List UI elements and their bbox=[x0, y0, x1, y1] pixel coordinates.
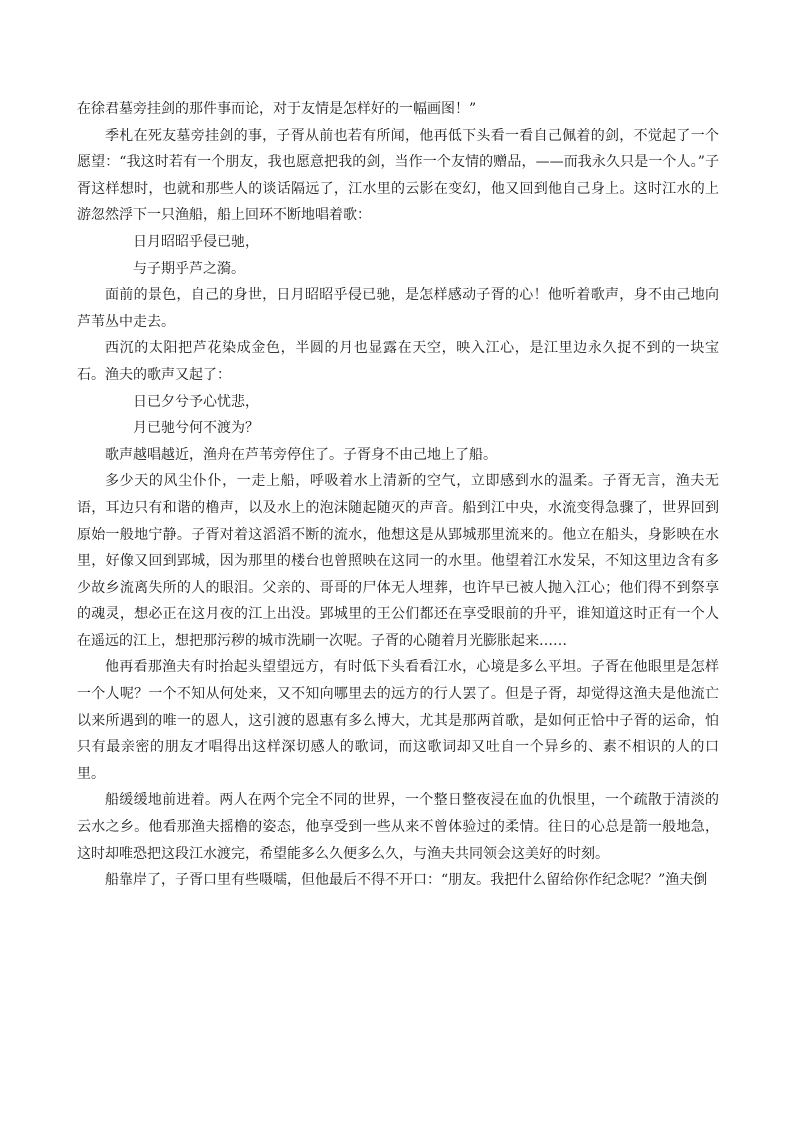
paragraph: 季札在死友墓旁挂剑的事，子胥从前也若有所闻，他再低下头看一看自己佩着的剑，不觉起了一个愿望：“我这时若有一个朋友，我也愿意把我的剑，当作一个友情的赠品，——而我永久只是一个人。”子胥这样想时，也就和那些人的谈话隔远了，江水里的云影在变幻，他又回到他自己身上。这时江水的上游忽然浮下一只渔船，船上回环不断地唱着歌： bbox=[77, 127, 719, 224]
paragraph: 面前的景色，自己的身世，日月昭昭乎侵已驰，是怎样感动子胥的心！他听着歌声，身不由己地向芦苇丛中走去。 bbox=[77, 287, 719, 330]
verse-line: 与子期乎芦之漪。 bbox=[133, 260, 245, 277]
paragraph: 歌声越唱越近，渔舟在芦苇旁停住了。子胥身不由己地上了船。 bbox=[105, 446, 497, 463]
verse-line: 月已驰兮何不渡为？ bbox=[133, 420, 259, 437]
document-page bbox=[77, 96, 719, 894]
verse-line: 日已夕兮予心忧悲， bbox=[133, 393, 259, 410]
paragraph: 他再看那渔夫有时抬起头望望远方，有时低下头看看江水，心境是多么平坦。子胥在他眼里是怎样一个人呢？一个不知从何处来，又不知向哪里去的远方的行人罢了。但是子胥，却觉得这渔夫是他流亡以来所遇到的唯一的恩人，这引渡的恩惠有多么博大，尤其是那两首歌，是如何正恰中子胥的运命，怕只有最亲密的朋友才唱得出这样深切感人的歌词，而这歌词却又吐自一个异乡的、素不相识的人的口里。 bbox=[77, 659, 719, 782]
paragraph: 船缓缓地前进着。两人在两个完全不同的世界，一个整日整夜浸在血的仇恨里，一个疏散于清淡的云水之乡。他看那渔夫摇橹的姿态，他享受到一些从来不曾体验过的柔情。往日的心总是箭一般地急，这时却唯恐把这段江水渡完，希望能多么久便多么久，与渔夫共同领会这美好的时刻。 bbox=[77, 792, 719, 862]
paragraph: 多少天的风尘仆仆，一走上船，呼吸着水上清新的空气，立即感到水的温柔。子胥无言，渔夫无语，耳边只有和谐的橹声，以及水上的泡沫随起随灭的声音。船到江中央，水流变得急骤了，世界回到原始一般地宁静。子胥对着这滔滔不断的流水，他想这是从郢城那里流来的。他立在船头，身影映在水里，好像又回到郢城，因为那里的楼台也曾照映在这同一的水里。他望着江水发呆，不知这里边含有多少故乡流离失所的人的眼泪。父亲的、哥哥的尸体无人埋葬，也许早已被人抛入江心；他们得不到祭享的魂灵，想必正在这月夜的江上出没。郢城里的王公们都还在享受眼前的升平，谁知道这时正有一个人在遥远的江上，想把那污秽的城市洗刷一次呢。子胥的心随着月光膨胀起来…… bbox=[77, 473, 719, 649]
paragraph: 在徐君墓旁挂剑的那件事而论，对于友情是怎样好的一幅画图！” bbox=[77, 101, 477, 117]
paragraph: 西沉的太阳把芦花染成金色，半圆的月也显露在天空，映入江心，是江里边永久捉不到的一块宝石。渔夫的歌声又起了： bbox=[77, 340, 719, 383]
verse-line: 日月昭昭乎侵已驰， bbox=[133, 233, 259, 250]
paragraph: 船靠岸了，子胥口里有些嗫嚅，但他最后不得不开口：“朋友。我把什么留给你作纪念呢？”渔夫倒 bbox=[105, 872, 708, 889]
